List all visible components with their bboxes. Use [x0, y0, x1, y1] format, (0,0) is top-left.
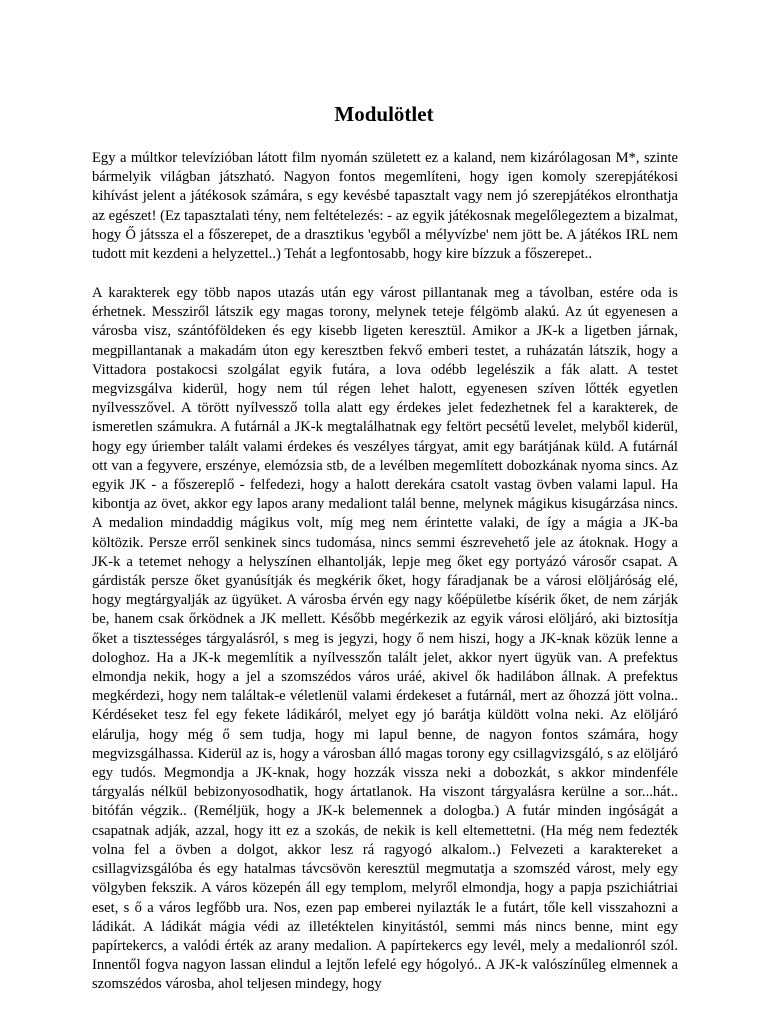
document-title: Modulötlet: [334, 102, 434, 126]
paragraph-story: A karakterek egy több napos utazás után egy várost pillantanak meg a távolban, estére oda is érhetnek. Messziről látszik egy magas torony, melynek teteje félgömb alakú. Az út egyenesen a városba visz, szántóföldeken és egy kisebb ligeten keresztül. Amikor a JK-k a ligetben járnak, megpillantanak a makadám úton egy keresztben fekvő emberi testet, a ruházatán látszik, hogy a Vittadora postakocsi szolgálat egyik futára, a lova odébb legelészik a fák alatt. A testet megvizsgálva kiderül, hogy nem túl régen lehet halott, egyenesen szíven lőtték egyetlen nyílvesszővel. A törött nyílvessző tolla alatt egy érdekes jelet fedezhetnek fel a karakterek, de ismeretlen számukra. A futárnál a JK-k megtalálhatnak egy feltört pecsétű levelet, melyből kiderül, hogy egy úriember talált valami érdekes és veszélyes tárgyat, amit egy barátjának küld. A futárnál ott van a fegyvere, erszénye, elemózsia stb, de a levélben megemlített dobozkának nyoma sincs. Az egyik JK - a főszereplő - felfedezi, hogy a halott derekára csatolt vastag övben valami lapul. Ha kibontja az övet, akkor egy lapos arany medaliont talál benne, melynek mágikus kisugárzása nincs. A medalion mindaddig mágikus volt, míg meg nem érintette valaki, de így a mágia a JK-ba költözik. Persze erről senkinek sincs tudomása, nincs semmi észrevehető jele az átoknak. Hogy a JK-k a tetemet nehogy a helyszínen elhantolják, lepje meg őket egy portyázó városőr csapat. A gárdisták persze őket gyanúsítják és megkérik őket, hogy fáradjanak be a városi elöljáróság elé, hogy megtárgyalják az ügyüket. A városba érvén egy nagy kőépületbe kísérik őket, de nem zárják be, hanem csak őrködnek a JK mellett. Később megérkezik az egyik városi elöljáró, aki biztosítja őket a tisztességes tárgyalásról, s meg is jegyzi, hogy ő nem hiszi, hogy a JK-knak közük lenne a dologhoz. Ha a JK-k megemlítik a nyílvesszőn talált jelet, akkor nyert ügyük van. A prefektus elmondja nekik, hogy a jel a szomszédos város uráé, akivel ők hadilábon állnak. A prefektus megkérdezi, hogy nem találtak-e véletlenül valami érdekeset a futárnál, mert az őhozzá jött volna.. Kérdéseket tesz fel egy fekete ládikáról, melyet egy jó barátja küldött volna neki. Az elöljáró elárulja, hogy még ő sem tudja, hogy mi lapul benne, de nagyon fontos számára, hogy megvizsgálhassa. Kiderül az is, hogy a városban álló magas torony egy csillagvizsgáló, s az elöljáró egy tudós. Megmondja a JK-knak, hogy hozzák vissza neki a dobozkát, s akkor mindenféle tárgyalás nélkül bebizonyosodhatik, hogy ártatlanok. Ha viszont tárgyalásra kerülne a sor...hát.. bitófán végzik.. (Reméljük, hogy a JK-k belemennek a dologba.) A futár minden ingóságát a csapatnak adják, azzal, hogy itt ez a szokás, de nekik is kell eltemettetni. (Ha még nem fedezték volna fel a övben a dolgot, akkor lesz rá ragyogó alkalom..) Felvezeti a karaktereket a csillagvizsgálóba és egy hatalmas távcsövön keresztül megmutatja a szomszéd várost, mely egy völgyben fekszik. A város közepén áll egy templom, melyről elmondja, hogy a papja pszichiátriai eset, s ő a város legfőbb ura. Nos, ezen pap emberei nyilazták le a futárt, tőle kell visszahozni a ládikát. A ládikát mágia védi az illetéktelen kinyitástól, semmi más nincs benne, mint egy papírtekercs, a valódi érték az arany medalion. A papírtekercs egy levél, mely a medalionról szól. Innentől fogva nagyon lassan elindul a lejtőn lefelé egy hógolyó.. A JK-k valószínűleg elmennek a szomszédos városba, ahol teljesen mindegy, hogy: [92, 285, 678, 993]
paragraph-intro: Egy a múltkor televízióban látott film nyomán született ez a kaland, nem kizárólagosan M*, szinte bármelyik világban játszható. Nagyon fontos megemlíteni, hogy igen komoly szerepjátékosi kihívást jelent a játékosok számára, s egy kevésbé tapasztalt vagy nem jó szerepjátékos elronthatja az egészet! (Ez tapasztalati tény, nem feltételezés: - az egyik játékosnak megelőlegeztem a bizalmat, hogy Ő játssza el a főszerepet, de a drasztikus 'egyből a mélyvízbe' nem jött be. A játékos IRL nem tudott mit kezdeni a helyzettel..) Tehát a legfontosabb, hogy kire bízzuk a főszerepet..: [92, 150, 678, 263]
